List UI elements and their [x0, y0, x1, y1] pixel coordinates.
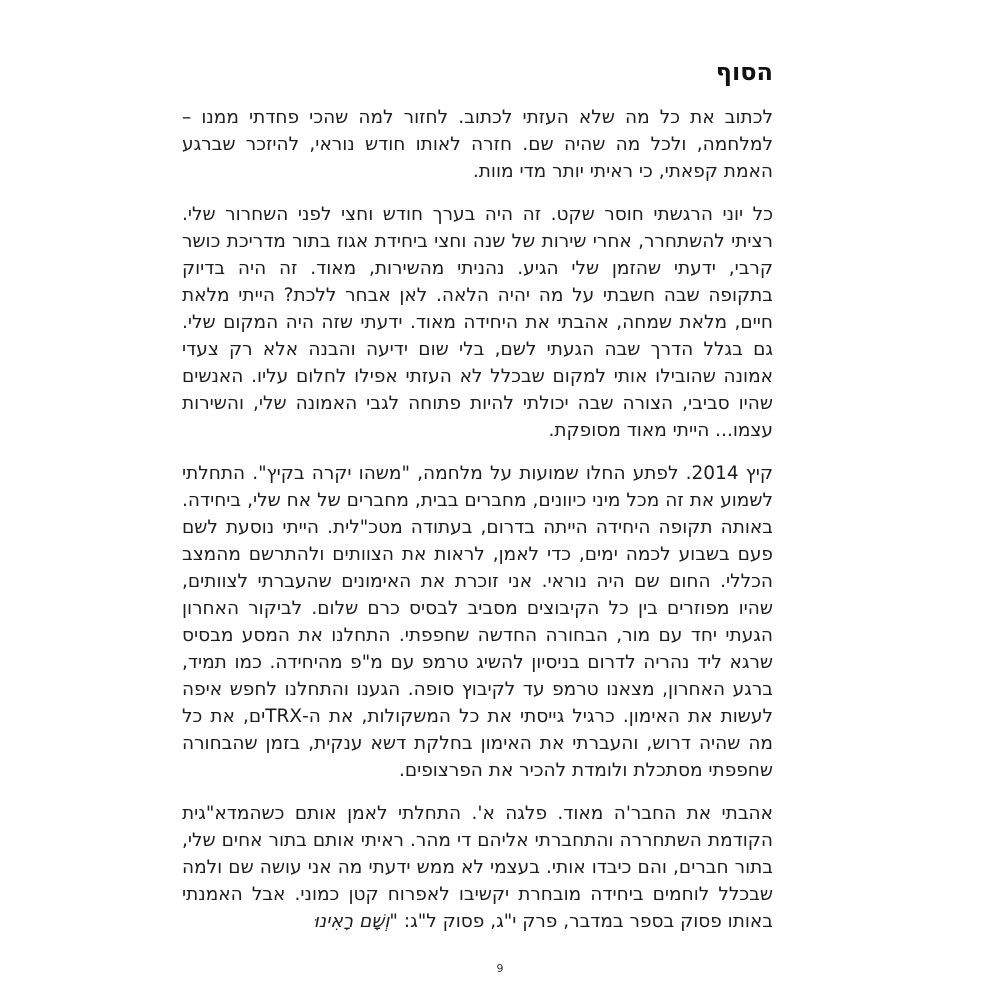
paragraph: כל יוני הרגשתי חוסר שקט. זה היה בערך חודש וחצי לפני השחרור שלי. רציתי להשתחרר, אחרי שירות של שנה וחצי ביחידת אגוז בתור מדריכת כושר קרבי, ידעתי שהזמן שלי הגיע. נהניתי מהשירות, מאוד. זה היה בדיוק בתקופה שבה חשבתי על מה יהיה הלאה. לאן אבחר ללכת? הייתי מלאת חיים, מלאת שמחה, אהבתי את היחידה מאוד. ידעתי שזה היה המקום שלי. גם בגלל הדרך שבה הגעתי לשם, בלי שום ידיעה והבנה אלא רק צעדי אמונה שהובילו אותי למקום שבכלל לא העזתי אפילו לחלום עליו. האנשים שהיו סביבי, הצורה שבה יכולתי להיות פתוחה לגבי האמונה שלי, והשירות עצמו... הייתי מאוד מסופקת. [182, 204, 773, 441]
page-number: 9 [496, 962, 504, 975]
paragraph-text: אהבתי את החבר'ה מאוד. פלגה א'. התחלתי לאמן אותם כשהמדא"גית הקודמת השתחררה והתחברתי אליהם די מהר. ראיתי אותם בתור אחים שלי, בתור חברים, והם כיבדו אותי. בעצמי לא ממש ידעתי מה אני עושה שם ולמה שבכלל לוחמים ביחידה מובחרת יקשיבו לאפרוח קטן כמוני. אבל האמנתי באותו פסוק בספר במדבר, פרק י"ג, פסוק ל"ג: [182, 803, 773, 932]
paragraph [182, 800, 773, 935]
bible-quote-italic: "וְשָׁם רָאִינוּ [313, 911, 398, 932]
chapter-title: הסוף [715, 58, 773, 86]
paragraph: לכתוב את כל מה שלא העזתי לכתוב. לחזור למה שהכי פחדתי ממנו – למלחמה, ולכל מה שהיה שם. חזרה לאותו חודש נוראי, להיזכר שברגע האמת קפאתי, כי ראיתי יותר מדי מוות. [182, 107, 773, 182]
paragraph: קיץ 2014. לפתע החלו שמועות על מלחמה, "משהו יקרה בקיץ". התחלתי לשמוע את זה מכל מיני כיוונים, מחברים בבית, מחברים של אח שלי, ביחידה. באותה תקופה היחידה הייתה בדרום, בעתודה מטכ"לית. הייתי נוסעת לשם פעם בשבוע לכמה ימים, כדי לאמן, לראות את הצוותים ולהתרשם מהמצב הכללי. החום שם היה נוראי. אני זוכרת את האימונים שהעברתי לצוותים, שהיו מפוזרים בין כל הקיבוצים מסביב לבסיס כרם שלום. לביקור האחרון הגעתי יחד עם מור, הבחורה החדשה שחפפתי. התחלנו את המסע מבסיס שרגא ליד נהריה לדרום בניסיון להשיג טרמפ עם מ"פ מהיחידה. כמו תמיד, ברגע האחרון, מצאנו טרמפ עד לקיבוץ סופה. הגענו והתחלנו לחפש איפה לעשות את האימון. כרגיל גייסתי את כל המשקולות, את ה-TRXים, את כל מה שהיה דרוש, והעברתי את האימון בחלקת דשא ענקית, בזמן שהבחורה שחפפתי מסתכלת ולומדת להכיר את הפרצופים. [182, 463, 774, 781]
page-content [182, 0, 773, 951]
